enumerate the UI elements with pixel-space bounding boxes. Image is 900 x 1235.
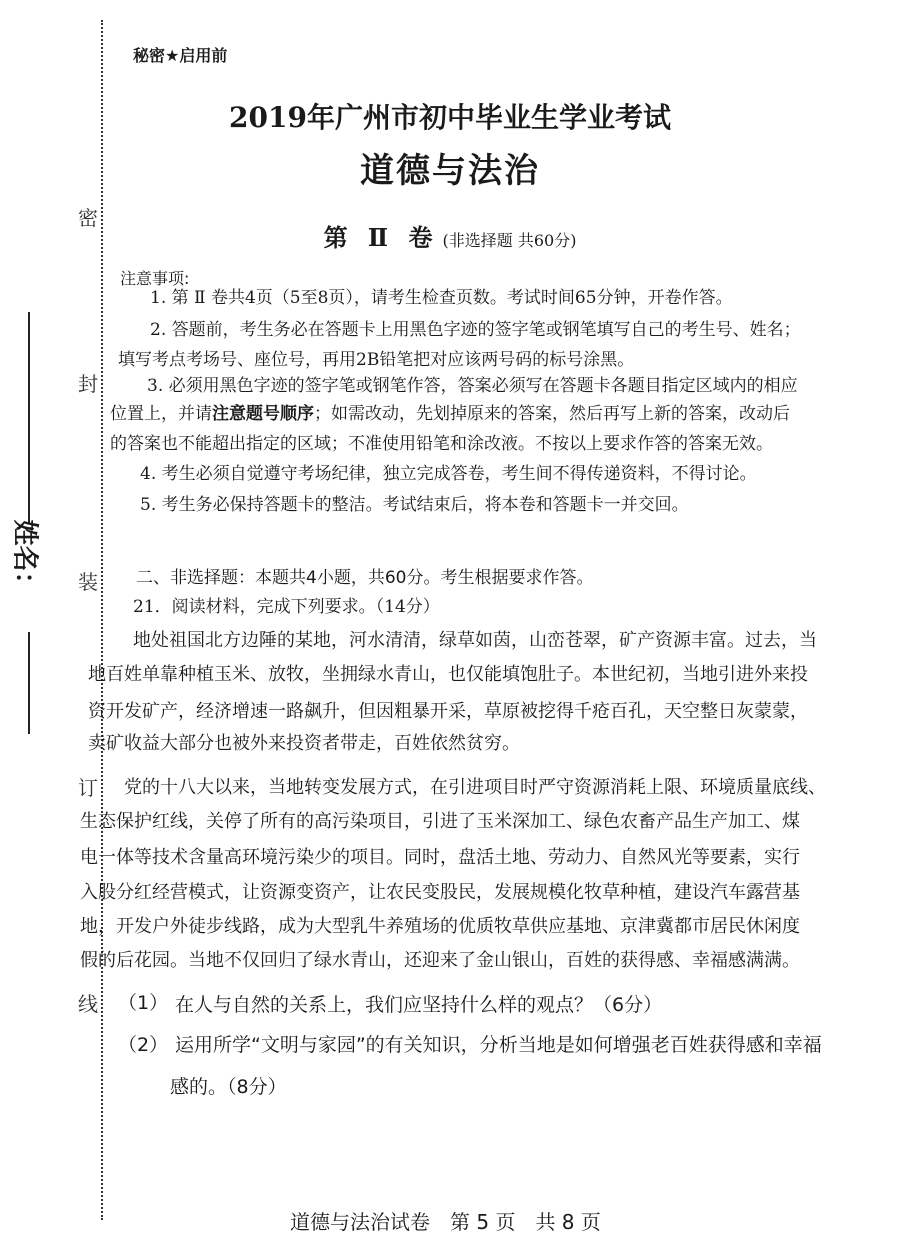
material-p2-line-3: 电一体等技术含量高环境污染少的项目。同时，盘活土地、劳动力、自然风光等要素，实行 (80, 847, 800, 868)
notice-line-4: 4. 考生必须自觉遵守考场纪律，独立完成答卷，考生间不得传递资料，不得讨论。 (140, 464, 757, 484)
seal-char-zhuang: 装 (78, 570, 98, 594)
subquestion-1-number: （1） (118, 992, 169, 1014)
subquestion-2-text-cont: 感的。（8分） (170, 1076, 287, 1098)
subquestion-2-text: 运用所学“文明与家园”的有关知识，分析当地是如何增强老百姓获得感和幸福 (175, 1034, 822, 1056)
notice-line-2b: 填写考点考场号、座位号，再用2B铅笔把对应该两号码的标号涂黑。 (118, 350, 635, 370)
question-21: 21．阅读材料，完成下列要求。（14分） (133, 597, 440, 617)
seal-char-ding: 订 (78, 776, 98, 800)
binding-dotted-line (101, 20, 103, 1220)
notice-line-3b-post: ；如需改动，先划掉原来的答案，然后再写上新的答案，改动后 (314, 404, 790, 424)
section-heading: 二、非选择题：本题共4小题，共60分。考生根据要求作答。 (136, 568, 594, 588)
subject-title: 道德与法治 (360, 151, 540, 191)
notice-line-3: 3. 必须用黑色字迹的签字笔或钢笔作答，答案必须写在答题卡各题目指定区域内的相应 (147, 376, 798, 396)
volume-heading (0, 218, 900, 253)
subquestion-2-number: （2） (118, 1034, 169, 1056)
notice-line-3b-pre: 位置上，并请 (110, 404, 212, 424)
notice-line-3b (110, 406, 790, 423)
exam-title: 2019年广州市初中毕业生学业考试 (229, 101, 671, 134)
material-p2-line-4: 入股分红经营模式，让资源变资产，让农民变股民，发展规模化牧草种植，建设汽车露营基 (80, 882, 800, 903)
notice-line-3b-bold: 注意题号顺序 (212, 404, 314, 424)
notice-line-3c: 的答案也不能超出指定的区域；不准使用铅笔和涂改液。不按以上要求作答的答案无效。 (110, 434, 773, 454)
notice-heading: 注意事项: (120, 269, 190, 288)
page-footer: 道德与法治试卷 第 5 页 共 8 页 (290, 1210, 601, 1234)
material-p2-line-6: 假的后花园。当地不仅回归了绿水青山，还迎来了金山银山，百姓的获得感、幸福感满满。 (80, 950, 800, 971)
material-p1-line-1: 地处祖国北方边陲的某地，河水清清，绿草如茵，山峦苍翠，矿产资源丰富。过去，当 (133, 630, 817, 651)
seal-char-xian: 线 (78, 992, 98, 1016)
notice-line-5: 5. 考生务必保持答题卡的整洁。考试结束后，将本卷和答题卡一并交回。 (140, 495, 689, 515)
material-p2-line-2: 生态保护红线，关停了所有的高污染项目，引进了玉米深加工、绿色农畜产品生产加工、煤 (80, 811, 800, 832)
notice-line-1: 1. 第 Ⅱ 卷共4页（5至8页），请考生检查页数。考试时间65分钟，开卷作答。 (150, 288, 733, 308)
seal-char-feng: 封 (78, 372, 98, 396)
material-p1-line-2: 地百姓单靠种植玉米、放牧，坐拥绿水青山，也仅能填饱肚子。本世纪初，当地引进外来投 (88, 664, 808, 685)
name-rule-lower (28, 632, 30, 734)
secret-label: 秘密★启用前 (133, 46, 228, 65)
material-p1-line-4: 卖矿收益大部分也被外来投资者带走，百姓依然贫穷。 (88, 733, 520, 754)
name-rule-upper (28, 312, 30, 524)
material-p2-line-5: 地，开发户外徒步线路，成为大型乳牛养殖场的优质牧草供应基地、京津冀都市居民休闲度 (80, 916, 800, 937)
material-p1-line-3: 资开发矿产，经济增速一路飙升，但因粗暴开采，草原被挖得千疮百孔，天空整日灰蒙蒙， (88, 701, 808, 722)
material-p2-line-1: 党的十八大以来，当地转变发展方式，在引进项目时严守资源消耗上限、环境质量底线、 (124, 777, 826, 798)
volume-note: (非选择题 共60分) (442, 231, 577, 250)
notice-line-2: 2. 答题前，考生务必在答题卡上用黑色字迹的签字笔或钢笔填写自己的考生号、姓名； (150, 320, 801, 340)
name-label: 姓名： (9, 519, 40, 598)
volume-label: 第 Ⅱ 卷 (323, 223, 439, 252)
seal-char-mi: 密 (78, 206, 98, 230)
subquestion-1-text: 在人与自然的关系上，我们应坚持什么样的观点？（6分） (175, 994, 663, 1016)
